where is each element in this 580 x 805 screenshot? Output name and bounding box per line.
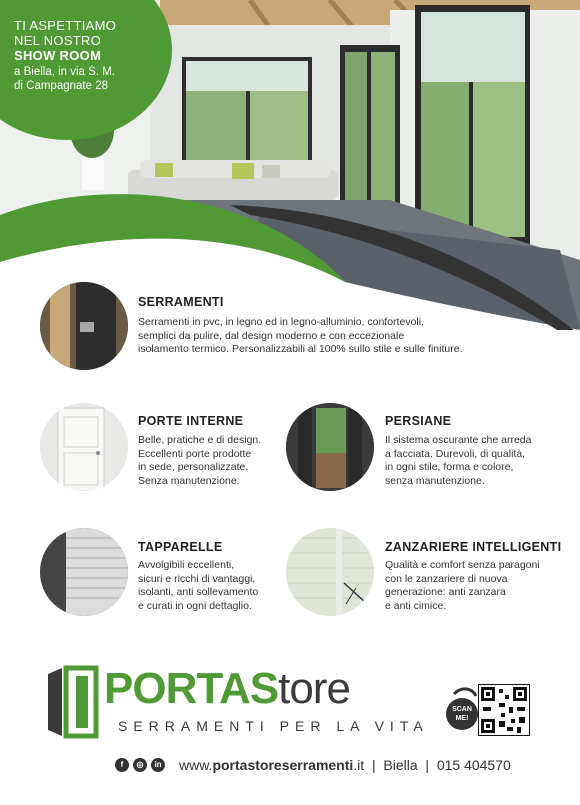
porte-interne-photo [40,403,128,491]
product-desc-zanzariere: Qualità e comfort senza paragoni con le zanzariere di nuova generazione: anti zanzara e anti cimice. [385,559,540,612]
footer-city: Biella [383,757,418,773]
linkedin-icon[interactable]: in [151,758,165,772]
footer-contact [115,758,565,776]
product-title-porte-interne: PORTE INTERNE [138,414,244,428]
product-desc-serramenti: Serramenti in pvc, in legno ed in legno-alluminio, confortevoli, semplici da pulire, dal design moderno e con eccezionale isolamento termico. Personalizzabili al 100% sullo stile e sulle finiture. [138,316,463,355]
badge-line-3: SHOW ROOM [14,48,102,63]
qr-code[interactable] [478,684,530,736]
window-logo-icon [40,662,100,742]
footer-phone[interactable]: 015 404570 [436,757,511,773]
zanzariere-photo [286,528,374,616]
website-link[interactable]: www.portastoreserramenti.it [179,757,365,773]
product-title-zanzariere: ZANZARIERE INTELLIGENTI [385,540,562,554]
product-desc-porte-interne: Belle, pratiche e di design. Eccellenti porte prodotte in sede, personalizzate. Senza manutenzione. [138,434,262,487]
product-desc-persiane: Il sistema oscurante che arreda a facciata. Durevoli, di qualità, in ogni stile, forma e colore, senza manutenzione. [385,434,532,487]
product-title-persiane: PERSIANE [385,414,452,428]
product-title-tapparelle: TAPPARELLE [138,540,223,554]
scan-me-badge [444,684,478,734]
scan-me-text: SCAN ME! [452,706,472,722]
brand-name: PORTAStore [104,664,350,713]
tapparelle-photo [40,528,128,616]
serramenti-photo [40,282,128,370]
brand-logo [40,662,460,752]
facebook-icon[interactable]: f [115,758,129,772]
badge-line-1: TI ASPETTIAMO [14,18,117,33]
brand-tagline: SERRAMENTI PER LA VITA [118,718,429,734]
footer-text: www.portastoreserramenti.it | Biella | 015 404570 [179,757,511,773]
badge-address-1: a Biella, in via S. M. [14,66,115,78]
badge-address-2: di Campagnate 28 [14,80,108,92]
product-desc-tapparelle: Avvolgibili eccellenti, sicuri e ricchi di vantaggi, isolanti, anti sollevamento e curati in ogni dettaglio. [138,559,259,612]
badge-line-2: NEL NOSTRO [14,33,102,48]
instagram-icon[interactable]: ◎ [133,758,147,772]
persiane-photo [286,403,374,491]
product-title-serramenti: SERRAMENTI [138,295,224,309]
